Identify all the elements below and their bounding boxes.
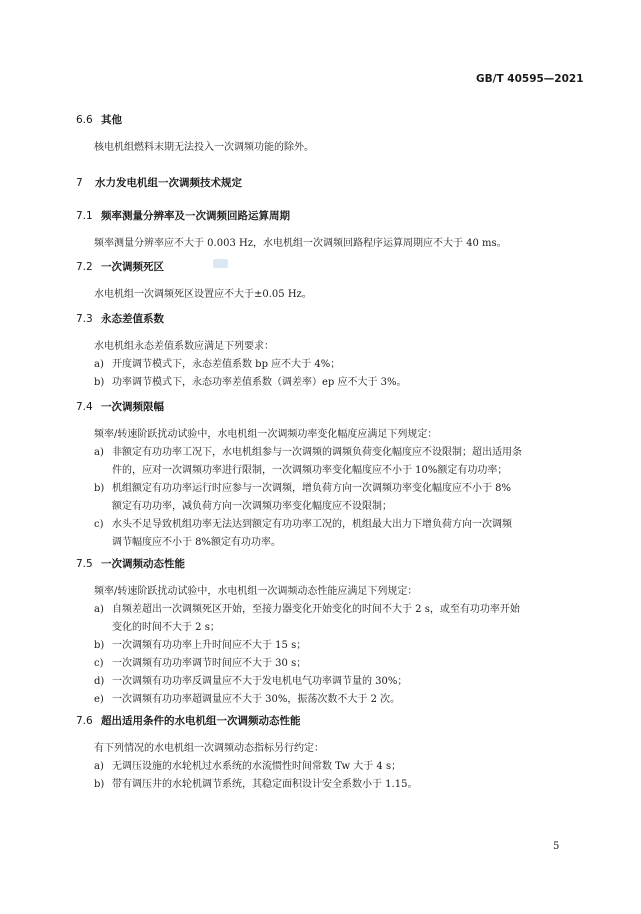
list-item-text: 一次调频有功功率上升时间应不大于 15 s； bbox=[112, 640, 307, 651]
list-marker: d) bbox=[94, 676, 105, 687]
paragraph: 频率测量分辨率应不大于 0.003 Hz，水电机组一次调频回路程序运算周期应不大于 40 ms。 bbox=[94, 238, 507, 249]
list-item-text: 一次调频有功功率调节时间应不大于 30 s； bbox=[112, 658, 307, 669]
section-number: 6.6 bbox=[76, 114, 93, 126]
list-marker: b) bbox=[94, 377, 105, 388]
paragraph: 水电机组一次调频死区设置应不大于±0.05 Hz。 bbox=[94, 289, 312, 300]
list-item-text: 一次调频有功功率反调量应不大于发电机电气功率调节量的 30%； bbox=[112, 676, 408, 687]
list-marker: b) bbox=[94, 640, 105, 651]
list-item-text: 无调压设施的水轮机过水系统的水流惯性时间常数 Tw 大于 4 s； bbox=[112, 761, 402, 772]
list-item-text: 功率调节模式下，永态功率差值系数（调差率）ep 应不大于 3%。 bbox=[112, 377, 407, 388]
list-marker: a) bbox=[94, 761, 104, 772]
list-item-continuation: 额定有功功率，减负荷方向一次调频功率变化幅度应不设限制； bbox=[112, 501, 392, 512]
list-marker: a) bbox=[94, 604, 104, 615]
list-item bbox=[94, 600, 520, 615]
chapter-number: 7 bbox=[76, 177, 83, 189]
section-title: 超出适用条件的水电机组一次调频动态性能 bbox=[101, 715, 301, 727]
list-item-text: 非额定有功功率工况下，水电机组参与一次调频的调频负荷变化幅度应不设限制；超出适用条 bbox=[112, 447, 522, 458]
list-item bbox=[94, 355, 340, 370]
page-number: 5 bbox=[553, 841, 560, 852]
list-item-text: 机组额定有功功率运行时应参与一次调频，增负荷方向一次调频功率变化幅度应不小于 8% bbox=[112, 483, 512, 494]
section-title: 一次调频限幅 bbox=[101, 401, 164, 413]
list-item-text: 开度调节模式下，永态差值系数 bp 应不大于 4%； bbox=[112, 359, 341, 370]
section-heading-7-5 bbox=[76, 556, 185, 571]
list-item-continuation: 调节幅度应不小于 8%额定有功功率。 bbox=[112, 537, 282, 548]
list-marker: e) bbox=[94, 694, 104, 705]
list-item bbox=[94, 443, 522, 458]
list-item bbox=[94, 775, 417, 790]
list-item bbox=[94, 373, 407, 388]
chapter-heading-7 bbox=[76, 175, 242, 190]
section-title: 一次调频死区 bbox=[101, 261, 164, 273]
list-item bbox=[94, 672, 407, 687]
section-title: 一次调频动态性能 bbox=[101, 558, 185, 570]
list-item bbox=[94, 636, 306, 651]
section-number: 7.4 bbox=[76, 401, 93, 413]
list-marker: b) bbox=[94, 483, 105, 494]
list-item bbox=[94, 757, 401, 772]
list-item bbox=[94, 654, 306, 669]
document-code-header: GB/T 40595—2021 bbox=[476, 73, 584, 85]
list-marker: b) bbox=[94, 779, 105, 790]
section-heading-7-4 bbox=[76, 399, 164, 414]
section-number: 7.2 bbox=[76, 261, 93, 273]
list-item-continuation: 件的，应对一次调频功率进行限制，一次调频功率变化幅度应不小于 10%额定有功功率； bbox=[112, 465, 508, 476]
section-number: 7.5 bbox=[76, 558, 93, 570]
section-heading-7-3 bbox=[76, 311, 164, 326]
list-item-text: 一次调频有功功率超调量应不大于 30%，振荡次数不大于 2 次。 bbox=[112, 694, 401, 705]
list-item-text: 自频差超出一次调频死区开始，至接力器变化开始变化的时间不大于 2 s，或至有功功率开始 bbox=[112, 604, 520, 615]
section-title: 其他 bbox=[101, 114, 122, 126]
watermark-logo bbox=[213, 259, 228, 268]
chapter-title: 水力发电机组一次调频技术规定 bbox=[95, 177, 242, 189]
list-item-text: 带有调压井的水轮机调节系统，其稳定面积设计安全系数小于 1.15。 bbox=[112, 779, 418, 790]
paragraph: 有下列情况的水电机组一次调频动态指标另行约定： bbox=[94, 743, 324, 754]
section-heading-7-2 bbox=[76, 259, 164, 274]
section-heading-7-6 bbox=[76, 713, 301, 728]
section-number: 7.3 bbox=[76, 313, 93, 325]
list-item bbox=[94, 690, 400, 705]
section-number: 7.1 bbox=[76, 210, 93, 222]
paragraph: 频率/转速阶跃扰动试验中，水电机组一次调频动态性能应满足下列规定： bbox=[94, 586, 418, 597]
section-heading-6-6 bbox=[76, 112, 122, 127]
paragraph: 水电机组永态差值系数应满足下列要求： bbox=[94, 341, 274, 352]
list-item bbox=[94, 479, 511, 494]
list-item-continuation: 变化的时间不大于 2 s； bbox=[112, 622, 220, 633]
list-marker: c) bbox=[94, 519, 104, 530]
list-item-text: 水头不足导致机组功率无法达到额定有功功率工况的，机组最大出力下增负荷方向一次调频 bbox=[112, 519, 512, 530]
section-number: 7.6 bbox=[76, 715, 93, 727]
list-item bbox=[94, 515, 512, 530]
list-marker: c) bbox=[94, 658, 104, 669]
paragraph: 频率/转速阶跃扰动试验中，水电机组一次调频功率变化幅度应满足下列规定： bbox=[94, 429, 438, 440]
list-marker: a) bbox=[94, 447, 104, 458]
section-title: 频率测量分辨率及一次调频回路运算周期 bbox=[101, 210, 290, 222]
paragraph: 核电机组燃料末期无法投入一次调频功能的除外。 bbox=[94, 142, 314, 153]
list-marker: a) bbox=[94, 359, 104, 370]
section-title: 永态差值系数 bbox=[101, 313, 164, 325]
section-heading-7-1 bbox=[76, 208, 290, 223]
